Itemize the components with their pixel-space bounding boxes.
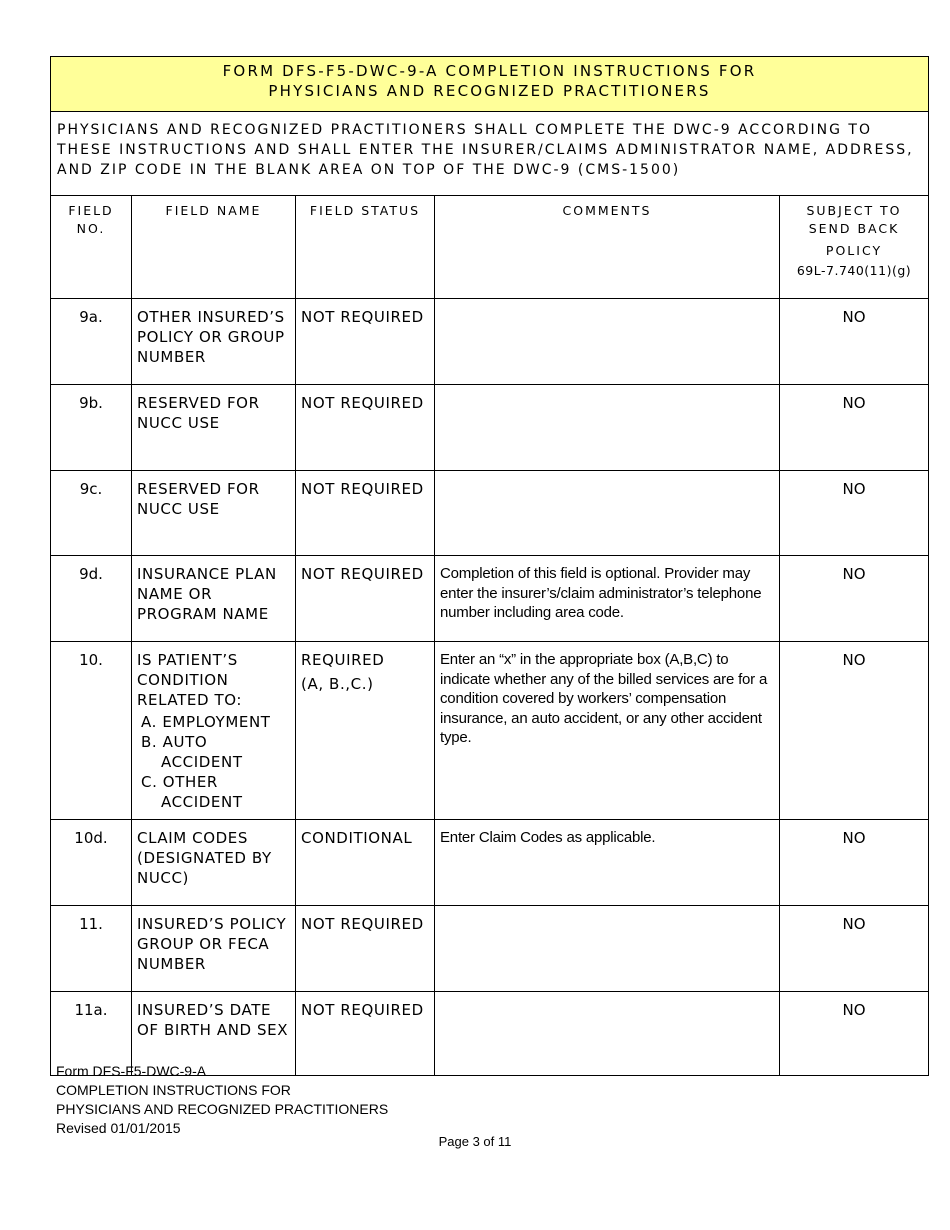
field-comment [435,992,780,1076]
field-name: RESERVED FOR NUCC USE [132,385,296,471]
intro-line-3: AND ZIP CODE IN THE BLANK AREA ON TOP OF THE DWC-9 (CMS-1500) [57,162,681,178]
field-name: INSURANCE PLAN NAME OR PROGRAM NAME [132,556,296,642]
field-no: 10. [51,642,132,820]
field-policy: NO [780,556,929,642]
form-title-line-1: FORM DFS-F5-DWC-9-A COMPLETION INSTRUCTIONS FOR [222,62,757,80]
field-comment [435,385,780,471]
footer-revised: Revised 01/01/2015 [56,1120,181,1136]
header-policy-rule: 69L-7.740(11)(g) [796,263,912,278]
column-header-row [51,196,929,299]
header-field-name: FIELD NAME [132,196,296,299]
field-comment [435,299,780,385]
field-no: 11. [51,906,132,992]
field-status-group [296,642,435,820]
intro-line-2: THESE INSTRUCTIONS AND SHALL ENTER THE INSURER/CLAIMS ADMINISTRATOR NAME, ADDRESS, [57,142,914,158]
page-footer [56,1062,388,1138]
header-field-no-line-2: NO. [76,221,106,236]
condition-option-other-accident: C. OTHER ACCIDENT [141,773,243,811]
footer-form-id: Form DFS-F5-DWC-9-A [56,1063,207,1079]
table-row [51,556,929,642]
field-name: IS PATIENT’S CONDITION RELATED TO: [137,651,243,709]
field-status: NOT REQUIRED [296,299,435,385]
table-row [51,820,929,906]
field-name-group [132,642,296,820]
field-status: NOT REQUIRED [296,556,435,642]
field-policy: NO [780,471,929,556]
header-field-no [51,196,132,299]
field-comment [435,906,780,992]
footer-line-2: COMPLETION INSTRUCTIONS FOR [56,1082,291,1098]
condition-options-list [137,712,291,812]
form-title [51,57,929,112]
header-policy-line-2: SEND BACK [808,221,900,236]
field-no: 11a. [51,992,132,1076]
header-field-no-line-1: FIELD [68,203,114,218]
field-name: OTHER INSURED’S POLICY OR GROUP NUMBER [132,299,296,385]
footer-line-3: PHYSICIANS AND RECOGNIZED PRACTITIONERS [56,1101,389,1117]
field-status: NOT REQUIRED [296,471,435,556]
form-page [50,56,928,1076]
field-status: CONDITIONAL [296,820,435,906]
field-status: NOT REQUIRED [296,906,435,992]
table-row [51,642,929,820]
field-no: 10d. [51,820,132,906]
field-comment: Completion of this field is optional. Provider may enter the insurer’s/claim administrator’s telephone number including area code. [435,556,780,642]
table-row [51,385,929,471]
field-comment [435,471,780,556]
intro-line-1: PHYSICIANS AND RECOGNIZED PRACTITIONERS SHALL COMPLETE THE DWC-9 ACCORDING TO [57,122,872,138]
header-comments: COMMENTS [435,196,780,299]
table-row [51,906,929,992]
header-field-status: FIELD STATUS [296,196,435,299]
field-status: NOT REQUIRED [296,992,435,1076]
table-row [51,471,929,556]
field-name: CLAIM CODES (DESIGNATED BY NUCC) [132,820,296,906]
table-row [51,299,929,385]
field-name: INSURED’S DATE OF BIRTH AND SEX [132,992,296,1076]
field-no: 9d. [51,556,132,642]
field-name: RESERVED FOR NUCC USE [132,471,296,556]
header-policy-line-3: POLICY [825,243,883,258]
field-no: 9c. [51,471,132,556]
instructions-table [50,56,929,1076]
field-policy: NO [780,642,929,820]
header-policy-line-1: SUBJECT TO [806,203,902,218]
field-status-options: (A, B.,C.) [301,675,374,693]
field-comment: Enter an “x” in the appropriate box (A,B,C) to indicate whether any of the billed services are for a condition covered by workers’ compensation insurance, an auto accident, or any other accident type. [435,642,780,820]
field-policy: NO [780,385,929,471]
header-send-back-policy [780,196,929,299]
field-comment: Enter Claim Codes as applicable. [435,820,780,906]
field-policy: NO [780,820,929,906]
field-policy: NO [780,906,929,992]
condition-option-employment: A. EMPLOYMENT [141,713,271,731]
field-policy: NO [780,299,929,385]
field-no: 9b. [51,385,132,471]
field-status: NOT REQUIRED [296,385,435,471]
field-name: INSURED’S POLICY GROUP OR FECA NUMBER [132,906,296,992]
form-title-line-2: PHYSICIANS AND RECOGNIZED PRACTITIONERS [268,82,711,100]
page-number: Page 3 of 11 [438,1134,512,1149]
intro-text [51,112,929,196]
field-no: 9a. [51,299,132,385]
condition-option-auto-accident: B. AUTO ACCIDENT [141,733,243,771]
field-policy: NO [780,992,929,1076]
field-status: REQUIRED [301,651,385,669]
